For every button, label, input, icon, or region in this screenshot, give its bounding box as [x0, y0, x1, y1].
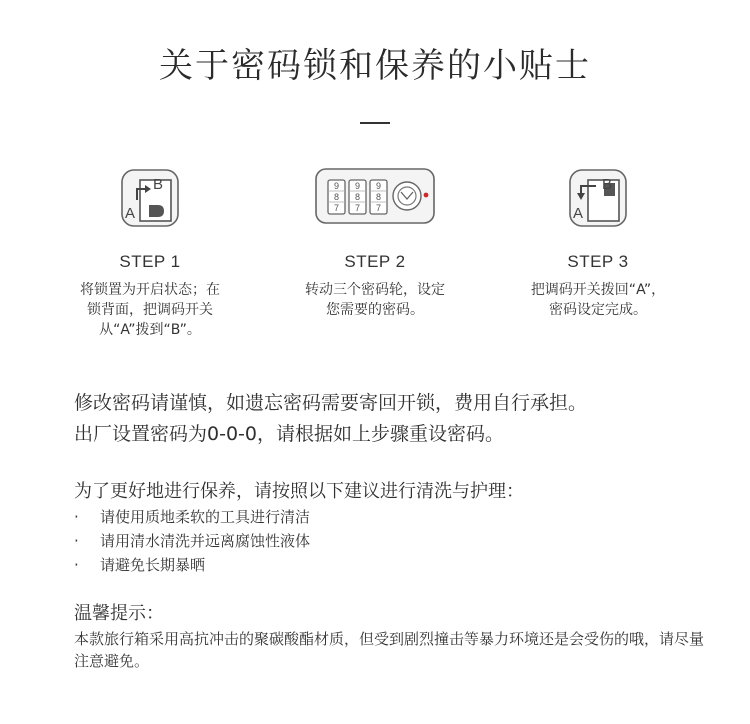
dial-digit: 7	[354, 203, 361, 213]
step-1	[50, 168, 250, 340]
bullet: ·	[74, 556, 79, 574]
warning-line: 修改密码请谨慎，如遗忘密码需要寄回开锁，费用自行承担。	[74, 392, 588, 414]
dial-digit: 7	[333, 203, 340, 213]
care-heading: 为了更好地进行保养，请按照以下建议进行清洗与护理：	[74, 481, 524, 502]
icon-letter-a: A	[573, 205, 584, 222]
list-item	[74, 553, 694, 577]
dial-digit: 8	[375, 192, 382, 202]
care-item-text: 请使用质地柔软的工具进行清洁	[100, 508, 311, 526]
step-label: STEP 2	[344, 252, 406, 271]
page-title: 关于密码锁和保养的小贴士	[159, 46, 591, 86]
care-item-text: 请避免长期暴晒	[100, 556, 206, 574]
care-list	[74, 505, 694, 577]
dial-digit: 9	[333, 181, 340, 191]
care-item-text: 请用清水清洗并远离腐蚀性液体	[100, 532, 311, 550]
bullet: ·	[74, 508, 79, 526]
list-item	[74, 505, 694, 529]
icon-letter-b: B	[153, 176, 164, 193]
tip-heading: 温馨提示：	[74, 603, 164, 624]
step-description: 转动三个密码轮，设定 您需要的密码。	[305, 282, 445, 318]
step-label: STEP 3	[567, 252, 629, 271]
step-label: STEP 1	[119, 252, 181, 271]
bullet: ·	[74, 532, 79, 550]
care-section	[74, 479, 694, 577]
icon-letter-b: B	[602, 176, 613, 193]
tip-body: 本款旅行箱采用高抗冲击的聚碳酸酯材质，但受到剧烈撞击等暴力环境还是会受伤的哦，请尽量注意避免。	[74, 630, 705, 670]
dial-digit: 8	[333, 192, 340, 202]
icon-letter-a: A	[125, 205, 136, 222]
steps-row	[0, 168, 750, 358]
dial-digit: 9	[354, 181, 361, 191]
step-description: 把调码开关拨回“A”， 密码设定完成。	[530, 282, 666, 318]
step-description: 将锁置为开启状态；在 锁背面，把调码开关 从“A”拨到“B”。	[80, 282, 220, 338]
dial-digit: 9	[375, 181, 382, 191]
step-2	[275, 168, 475, 320]
warning-line: 出厂设置密码为0-0-0，请根据如上步骤重设密码。	[74, 423, 504, 445]
dial-digit: 8	[354, 192, 361, 202]
list-item	[74, 529, 694, 553]
title-divider	[360, 122, 390, 124]
password-warning	[74, 388, 694, 450]
tip-section	[74, 600, 705, 672]
combination-wheels-icon	[315, 168, 435, 228]
dial-digit: 7	[375, 203, 382, 213]
step-3	[498, 168, 698, 320]
switch-a-to-b-icon	[120, 168, 180, 228]
switch-b-to-a-icon	[568, 168, 628, 228]
